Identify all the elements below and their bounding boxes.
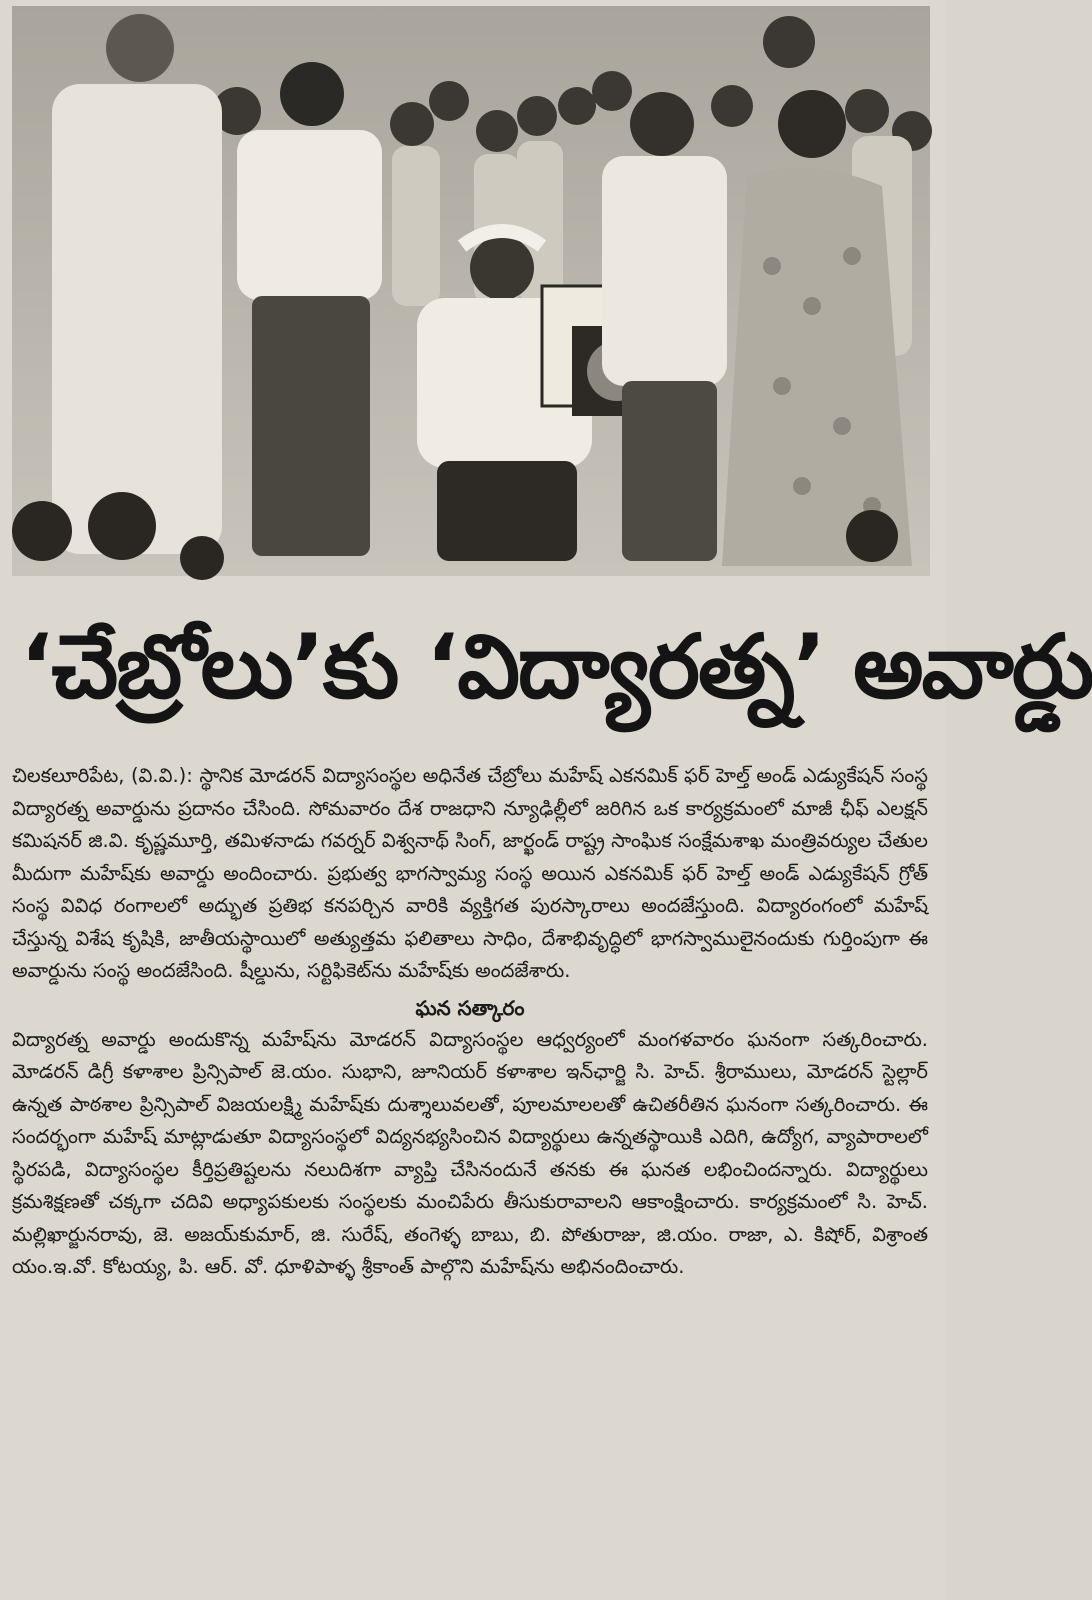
award-ceremony-photo [12, 6, 930, 576]
headline: ‘చేబ్రోలు’కు ‘విద్యారత్న’ అవార్డు [20, 615, 1092, 718]
group-photo-icon [12, 6, 930, 576]
paragraph-1: చిలకలూరిపేట, (వి.వి.): స్థానిక మోడరన్ విద్యాసంస్థల అధినేత చేబ్రోలు మహేష్ ఎకనమిక్ ఫర్ హెల్త్ అండ్ ఎడ్యుకేషన్ సంస్థ విద్యారత్న అవార్డును ప్రదానం చేసింది. సోమవారం దేశ రాజధాని న్యూఢిల్లీలో జరిగిన ఒక కార్యక్రమంలో మాజీ ఛీఫ్ ఎలక్షన్ కమిషనర్ జి.వి. కృష్ణమూర్తి, తమిళనాడు గవర్నర్ విశ్వనాథ్ సింగ్, జార్ఖండ్ రాష్ట్ర సాంఘిక సంక్షేమశాఖ మంత్రివర్యుల చేతుల మీదుగా మహేష్‌కు అవార్డు అందించారు. ప్రభుత్వ భాగస్వామ్య సంస్థ అయిన ఎకనమిక్ ఫర్ హెల్త్ అండ్ ఎడ్యుకేషన్ గ్రోత్ సంస్థ వివిధ రంగాలలో అద్భుత ప్రతిభ కనపర్చిన వారికి వ్యక్తిగత పురస్కారాలు అందజేస్తుంది. విద్యారంగంలో మహేష్ చేస్తున్న విశేష కృషికి, జాతీయస్థాయిలో అత్యుత్తమ ఫలితాలు సాధిం, దేశాభివృద్ధిలో భాగస్వాములైనందుకు గుర్తింపుగా ఈ అవార్డును సంస్థ అందజేసింది. షీల్డును, సర్టిఫికెట్‌ను మహేష్‌కు అందజేశారు. [12, 764, 928, 982]
paragraph-2: విద్యారత్న అవార్డు అందుకొన్న మహేష్‌ను మోడరన్ విద్యాసంస్థల ఆధ్వర్యంలో మంగళవారం ఘనంగా సత్కరించారు. మోడరన్ డిగ్రీ కళాశాల ప్రిన్సిపాల్ జె.యం. సుభాని, జూనియర్ కళాశాల ఇన్‌ఛార్జి సి. హెచ్. శ్రీరాములు, మోడరన్ స్టెల్లార్ ఉన్నత పాఠశాల ప్రిన్సిపాల్ విజయలక్ష్మి మహేష్‌కు దుశ్శాలువలతో, పూలమాలలతో ఉచితరీతిన ఘనంగా సత్కరించారు. ఈ సందర్భంగా మహేష్ మాట్లాడుతూ విద్యాసంస్థలో విద్యనభ్యసించిన విద్యార్థులు ఉన్నతస్థాయికి ఎదిగి, ఉద్యోగ, వ్యాపారాలలో స్థిరపడి, విద్యాసంస్థల కీర్తిప్రతిష్టలను నలుదిశగా వ్యాప్తి చేసినందునే తనకు ఈ ఘనత లభించిందన్నారు. విద్యార్థులు క్రమశిక్షణతో చక్కగా చదివి అధ్యాపకులకు సంస్థలకు మంచిపేరు తీసుకురావాలని ఆకాంక్షించారు. కార్యక్రమంలో సి. హెచ్. మల్లిఖార్జునరావు, జె. అజయ్‌కుమార్, జి. సురేష్, తంగెళ్ళ బాబు, బి. పోతురాజు, జి.యం. రాజా, ఎ. కిషోర్, విశ్రాంత యం.ఇ.వో. కోటయ్య, పి. ఆర్. వో. ధూళిపాళ్ళ శ్రీకాంత్ పాల్గొని మహేష్‌ను అభినందించారు. [12, 1027, 928, 1278]
article-body [12, 760, 928, 1284]
subheading: ఘన సత్కారం [415, 995, 525, 1020]
